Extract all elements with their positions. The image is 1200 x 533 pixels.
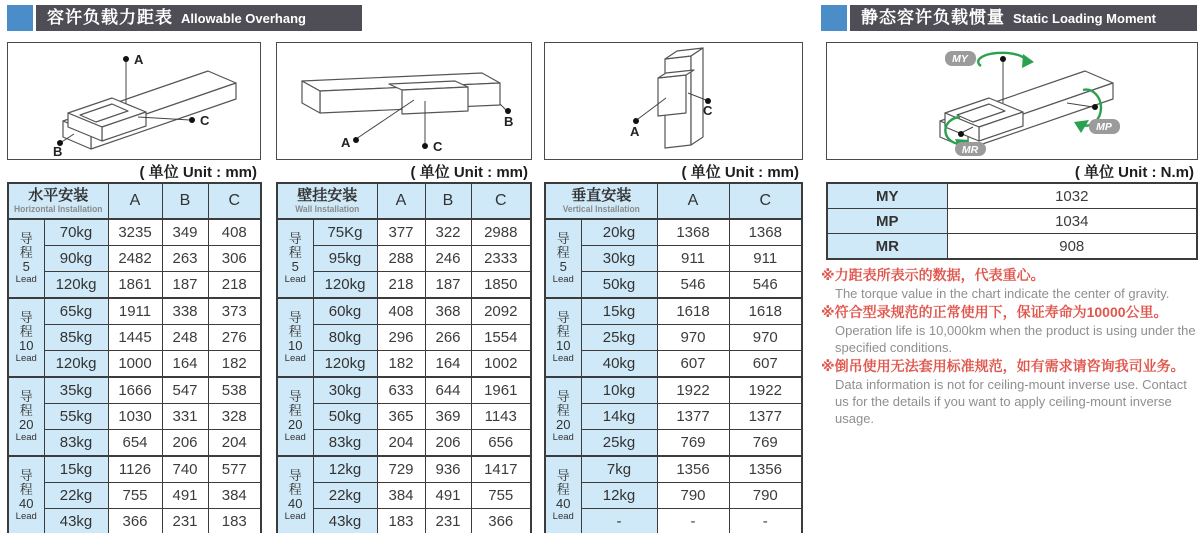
- overhang-value-cell: 656: [471, 430, 531, 457]
- overhang-value-cell: 248: [162, 325, 208, 351]
- horizontal-installation-table: [7, 182, 262, 533]
- point-label-c: C: [200, 113, 210, 128]
- lead-number: 40: [288, 496, 303, 511]
- overhang-value-cell: 1417: [471, 456, 531, 483]
- lead-group-cell: [545, 377, 581, 456]
- load-weight-cell: 55kg: [44, 404, 108, 430]
- load-weight-cell: 80kg: [313, 325, 377, 351]
- lead-label-zh: 导程: [288, 310, 302, 339]
- lead-group-cell: [277, 377, 313, 456]
- overhang-value-cell: 1126: [108, 456, 162, 483]
- overhang-value-cell: 377: [377, 219, 425, 246]
- overhang-value-cell: 1618: [657, 298, 729, 325]
- overhang-value-cell: 644: [425, 377, 471, 404]
- table-row: [545, 456, 802, 483]
- table-row: [8, 325, 261, 351]
- load-weight-cell: 12kg: [581, 483, 657, 509]
- overhang-value-cell: 204: [208, 430, 261, 457]
- horizontal-rail-drawing: [8, 43, 258, 157]
- load-weight-cell: 30kg: [581, 246, 657, 272]
- load-weight-cell: 15kg: [44, 456, 108, 483]
- lead-label-en: Lead: [15, 274, 37, 285]
- overhang-value-cell: 633: [377, 377, 425, 404]
- installation-title-zh: 壁挂安装: [297, 187, 358, 204]
- lead-number: 40: [19, 496, 34, 511]
- overhang-value-cell: 365: [377, 404, 425, 430]
- overhang-value-cell: 1377: [729, 404, 802, 430]
- lead-label-zh: 导程: [288, 389, 302, 418]
- overhang-value-cell: 164: [425, 351, 471, 378]
- moment-title-zh: 静态容许负载惯量: [861, 8, 1005, 27]
- diagram-static-moment: [826, 42, 1198, 160]
- load-weight-cell: 22kg: [44, 483, 108, 509]
- lead-number: 20: [556, 417, 571, 432]
- load-weight-cell: 120kg: [313, 351, 377, 378]
- moment-row: [827, 234, 1197, 260]
- moment-title-en: Static Loading Moment: [1013, 11, 1156, 26]
- lead-label-zh: 导程: [556, 468, 570, 497]
- point-label-a: A: [134, 52, 144, 67]
- lead-group-cell: [545, 298, 581, 377]
- moment-axis-label: MR: [827, 234, 947, 260]
- overhang-value-cell: 328: [208, 404, 261, 430]
- wall-rail-drawing: [277, 43, 529, 157]
- overhang-value-cell: 384: [208, 483, 261, 509]
- lead-label-zh: 导程: [556, 389, 570, 418]
- footnote-en: Operation life is 10,000km when the product is using under the specified conditions.: [835, 323, 1196, 355]
- table-row: [277, 351, 531, 378]
- overhang-value-cell: 1922: [729, 377, 802, 404]
- overhang-value-cell: 288: [377, 246, 425, 272]
- overhang-value-cell: 246: [425, 246, 471, 272]
- overhang-value-cell: 1356: [657, 456, 729, 483]
- wall-installation-table: [276, 182, 532, 533]
- load-weight-cell: 50kg: [581, 272, 657, 299]
- table-row: [545, 351, 802, 378]
- overhang-value-cell: 2092: [471, 298, 531, 325]
- load-weight-cell: 43kg: [44, 509, 108, 533]
- footnote-zh: ※倒吊使用无法套用标准规范，如有需求请咨询我司业务。: [821, 358, 1185, 374]
- overhang-value-cell: 769: [657, 430, 729, 457]
- lead-label-zh: 导程: [556, 310, 570, 339]
- overhang-value-cell: 1618: [729, 298, 802, 325]
- installation-title-zh: 水平安装: [28, 187, 89, 204]
- moment-axis-label: MP: [827, 209, 947, 234]
- overhang-value-cell: 206: [162, 430, 208, 457]
- installation-title-en: Wall Installation: [295, 204, 360, 214]
- overhang-value-cell: 183: [208, 509, 261, 533]
- overhang-value-cell: 206: [425, 430, 471, 457]
- overhang-value-cell: 1850: [471, 272, 531, 299]
- table-row: [8, 456, 261, 483]
- lead-group-cell: [545, 219, 581, 298]
- overhang-value-cell: 911: [657, 246, 729, 272]
- table-row: [277, 219, 531, 246]
- installation-header: [277, 183, 377, 219]
- lead-group-cell: [8, 298, 44, 377]
- overhang-value-cell: 1368: [729, 219, 802, 246]
- overhang-value-cell: 607: [657, 351, 729, 378]
- table-row: [545, 298, 802, 325]
- overhang-value-cell: 182: [377, 351, 425, 378]
- mr-badge-label: MR: [961, 144, 979, 156]
- point-label-b: B: [53, 144, 63, 157]
- overhang-value-cell: 164: [162, 351, 208, 378]
- table-row: [277, 456, 531, 483]
- load-weight-cell: 120kg: [44, 351, 108, 378]
- overhang-value-cell: 384: [377, 483, 425, 509]
- overhang-value-cell: 306: [208, 246, 261, 272]
- load-weight-cell: 12kg: [313, 456, 377, 483]
- table-row: [8, 351, 261, 378]
- table-row: [8, 483, 261, 509]
- overhang-value-cell: 1666: [108, 377, 162, 404]
- overhang-value-cell: 2482: [108, 246, 162, 272]
- table-row: [277, 325, 531, 351]
- overhang-value-cell: 729: [377, 456, 425, 483]
- overhang-value-cell: 1961: [471, 377, 531, 404]
- load-weight-cell: 120kg: [313, 272, 377, 299]
- lead-number: 20: [288, 417, 303, 432]
- lead-label-en: Lead: [552, 353, 574, 364]
- table-row: [277, 509, 531, 533]
- column-header: B: [162, 183, 208, 219]
- overhang-value-cell: 790: [657, 483, 729, 509]
- point-label-a: A: [341, 135, 351, 150]
- overhang-value-cell: 187: [162, 272, 208, 299]
- load-weight-cell: 85kg: [44, 325, 108, 351]
- overhang-value-cell: 1002: [471, 351, 531, 378]
- load-weight-cell: 60kg: [313, 298, 377, 325]
- table-row: [277, 430, 531, 457]
- overhang-value-cell: 491: [162, 483, 208, 509]
- load-weight-cell: 10kg: [581, 377, 657, 404]
- lead-label-en: Lead: [552, 274, 574, 285]
- moment-rail-drawing: [827, 43, 1195, 157]
- overhang-value-cell: 546: [657, 272, 729, 299]
- overhang-title-bar: [36, 5, 362, 31]
- footnote-en: The torque value in the chart indicate the center of gravity.: [835, 286, 1170, 301]
- moment-value: 1032: [947, 183, 1197, 209]
- overhang-value-cell: 218: [208, 272, 261, 299]
- table-row: [8, 404, 261, 430]
- load-weight-cell: 7kg: [581, 456, 657, 483]
- table-row: [8, 219, 261, 246]
- overhang-value-cell: 654: [108, 430, 162, 457]
- overhang-value-cell: 1368: [657, 219, 729, 246]
- diagram-wall-installation: [276, 42, 532, 160]
- load-weight-cell: 40kg: [581, 351, 657, 378]
- overhang-value-cell: -: [729, 509, 802, 533]
- overhang-value-cell: 755: [108, 483, 162, 509]
- point-label-c: C: [433, 139, 443, 154]
- load-weight-cell: 22kg: [313, 483, 377, 509]
- my-badge-label: MY: [952, 53, 968, 65]
- load-weight-cell: 25kg: [581, 430, 657, 457]
- moment-axis-label: MY: [827, 183, 947, 209]
- table-row: [545, 483, 802, 509]
- table-row: [545, 430, 802, 457]
- load-weight-cell: 50kg: [313, 404, 377, 430]
- overhang-value-cell: 1861: [108, 272, 162, 299]
- overhang-value-cell: 373: [208, 298, 261, 325]
- lead-label-zh: 导程: [556, 231, 570, 260]
- lead-label-en: Lead: [15, 353, 37, 364]
- blue-square-icon: [7, 5, 33, 31]
- lead-label-zh: 导程: [19, 231, 33, 260]
- load-weight-cell: 120kg: [44, 272, 108, 299]
- overhang-value-cell: 218: [377, 272, 425, 299]
- overhang-value-cell: 970: [729, 325, 802, 351]
- table-row: [8, 377, 261, 404]
- point-label-b: B: [504, 114, 514, 129]
- diagram-horizontal-installation: [7, 42, 261, 160]
- overhang-title-en: Allowable Overhang: [181, 11, 306, 26]
- table-row: [545, 246, 802, 272]
- lead-group-cell: [8, 219, 44, 298]
- overhang-value-cell: 366: [108, 509, 162, 533]
- overhang-value-cell: 183: [377, 509, 425, 533]
- overhang-value-cell: 769: [729, 430, 802, 457]
- overhang-value-cell: 1377: [657, 404, 729, 430]
- overhang-value-cell: 755: [471, 483, 531, 509]
- overhang-value-cell: 1911: [108, 298, 162, 325]
- unit-caption-nm: ( 单位 Unit : N.m): [1074, 164, 1194, 181]
- load-weight-cell: 70kg: [44, 219, 108, 246]
- lead-label-zh: 导程: [19, 389, 33, 418]
- unit-caption-mm: ( 单位 Unit : mm): [681, 164, 799, 181]
- load-weight-cell: 25kg: [581, 325, 657, 351]
- overhang-value-cell: 349: [162, 219, 208, 246]
- overhang-value-cell: 1445: [108, 325, 162, 351]
- overhang-value-cell: 1356: [729, 456, 802, 483]
- overhang-value-cell: 1000: [108, 351, 162, 378]
- overhang-value-cell: 366: [471, 509, 531, 533]
- overhang-value-cell: 231: [425, 509, 471, 533]
- load-weight-cell: 20kg: [581, 219, 657, 246]
- overhang-value-cell: 2988: [471, 219, 531, 246]
- lead-label-en: Lead: [552, 432, 574, 443]
- moment-section-title: [821, 4, 1197, 32]
- moment-row: [827, 209, 1197, 234]
- blue-square-icon: [821, 5, 847, 31]
- moment-row: [827, 183, 1197, 209]
- column-header: A: [657, 183, 729, 219]
- table-row: [277, 377, 531, 404]
- lead-label-en: Lead: [284, 432, 306, 443]
- load-weight-cell: 75Kg: [313, 219, 377, 246]
- overhang-value-cell: 3235: [108, 219, 162, 246]
- footnote-en: Data information is not for ceiling-mount inverse use. Contact us for the details if you want to apply ceiling-mount inverse usage.: [835, 377, 1187, 426]
- table-row: [8, 298, 261, 325]
- installation-header: [8, 183, 108, 219]
- overhang-value-cell: 1922: [657, 377, 729, 404]
- table-row: [545, 325, 802, 351]
- column-header: A: [377, 183, 425, 219]
- load-weight-cell: 83kg: [313, 430, 377, 457]
- moment-value: 908: [947, 234, 1197, 260]
- column-header: A: [108, 183, 162, 219]
- table-row: [8, 509, 261, 533]
- unit-caption-mm: ( 单位 Unit : mm): [410, 164, 528, 181]
- moment-title-bar: [850, 5, 1197, 31]
- lead-group-cell: [8, 456, 44, 533]
- footnote-zh: ※力距表所表示的数据，代表重心。: [821, 267, 1045, 283]
- lead-group-cell: [277, 456, 313, 533]
- table-row: [545, 509, 802, 533]
- footnote: [821, 303, 1200, 356]
- installation-title-zh: 垂直安装: [571, 187, 632, 204]
- overhang-title-zh: 容许负载力距表: [47, 8, 173, 27]
- lead-number: 20: [19, 417, 34, 432]
- overhang-value-cell: 491: [425, 483, 471, 509]
- table-row: [8, 246, 261, 272]
- lead-number: 5: [291, 259, 299, 274]
- overhang-value-cell: 331: [162, 404, 208, 430]
- overhang-value-cell: 546: [729, 272, 802, 299]
- table-row: [8, 272, 261, 299]
- mp-badge-label: MP: [1096, 121, 1112, 133]
- overhang-value-cell: 970: [657, 325, 729, 351]
- overhang-value-cell: 1030: [108, 404, 162, 430]
- overhang-value-cell: 911: [729, 246, 802, 272]
- overhang-value-cell: 408: [208, 219, 261, 246]
- footnote: [821, 357, 1200, 427]
- table-row: [277, 246, 531, 272]
- overhang-value-cell: 1143: [471, 404, 531, 430]
- overhang-value-cell: 204: [377, 430, 425, 457]
- footnote: [821, 266, 1200, 302]
- overhang-value-cell: 369: [425, 404, 471, 430]
- lead-number: 10: [288, 338, 303, 353]
- overhang-value-cell: 322: [425, 219, 471, 246]
- table-row: [545, 272, 802, 299]
- overhang-value-cell: 296: [377, 325, 425, 351]
- column-header: C: [729, 183, 802, 219]
- vertical-installation-table: [544, 182, 803, 533]
- overhang-value-cell: 231: [162, 509, 208, 533]
- overhang-value-cell: 266: [425, 325, 471, 351]
- overhang-value-cell: 547: [162, 377, 208, 404]
- overhang-value-cell: 276: [208, 325, 261, 351]
- overhang-value-cell: -: [657, 509, 729, 533]
- static-moment-table: [826, 182, 1198, 260]
- table-row: [545, 219, 802, 246]
- overhang-value-cell: 790: [729, 483, 802, 509]
- overhang-value-cell: 187: [425, 272, 471, 299]
- overhang-value-cell: 408: [377, 298, 425, 325]
- lead-label-zh: 导程: [288, 231, 302, 260]
- table-row: [277, 272, 531, 299]
- load-weight-cell: 30kg: [313, 377, 377, 404]
- overhang-value-cell: 182: [208, 351, 261, 378]
- table-row: [277, 404, 531, 430]
- lead-group-cell: [545, 456, 581, 533]
- lead-label-en: Lead: [284, 353, 306, 364]
- load-weight-cell: 35kg: [44, 377, 108, 404]
- footnote-zh: ※符合型录规范的正常使用下，保证寿命为10000公里。: [821, 304, 1168, 320]
- lead-label-zh: 导程: [19, 310, 33, 339]
- installation-title-en: Horizontal Installation: [14, 204, 103, 214]
- installation-title-en: Vertical Installation: [562, 204, 640, 214]
- lead-label-en: Lead: [284, 511, 306, 522]
- overhang-value-cell: 338: [162, 298, 208, 325]
- lead-label-en: Lead: [552, 511, 574, 522]
- vertical-rail-drawing: [545, 43, 800, 157]
- load-weight-cell: 15kg: [581, 298, 657, 325]
- column-header: C: [208, 183, 261, 219]
- overhang-section-title: [7, 4, 362, 32]
- table-row: [545, 404, 802, 430]
- lead-label-en: Lead: [15, 432, 37, 443]
- overhang-value-cell: 368: [425, 298, 471, 325]
- overhang-value-cell: 607: [729, 351, 802, 378]
- overhang-value-cell: 1554: [471, 325, 531, 351]
- diagram-vertical-installation: [544, 42, 803, 160]
- lead-label-zh: 导程: [288, 468, 302, 497]
- table-row: [277, 298, 531, 325]
- lead-group-cell: [277, 219, 313, 298]
- lead-number: 40: [556, 496, 571, 511]
- lead-label-en: Lead: [284, 274, 306, 285]
- load-weight-cell: 95kg: [313, 246, 377, 272]
- point-label-c: C: [703, 103, 713, 118]
- lead-group-cell: [277, 298, 313, 377]
- column-header: B: [425, 183, 471, 219]
- column-header: C: [471, 183, 531, 219]
- lead-number: 10: [19, 338, 34, 353]
- unit-caption-mm: ( 单位 Unit : mm): [139, 164, 257, 181]
- load-weight-cell: 14kg: [581, 404, 657, 430]
- load-weight-cell: 83kg: [44, 430, 108, 457]
- overhang-value-cell: 263: [162, 246, 208, 272]
- table-row: [8, 430, 261, 457]
- overhang-value-cell: 538: [208, 377, 261, 404]
- installation-header: [545, 183, 657, 219]
- lead-number: 5: [22, 259, 30, 274]
- point-label-a: A: [630, 124, 640, 139]
- table-row: [545, 377, 802, 404]
- lead-group-cell: [8, 377, 44, 456]
- lead-number: 10: [556, 338, 571, 353]
- footnotes: [821, 266, 1200, 428]
- overhang-value-cell: 2333: [471, 246, 531, 272]
- load-weight-cell: -: [581, 509, 657, 533]
- overhang-value-cell: 577: [208, 456, 261, 483]
- table-row: [277, 483, 531, 509]
- lead-label-zh: 导程: [19, 468, 33, 497]
- load-weight-cell: 65kg: [44, 298, 108, 325]
- overhang-value-cell: 740: [162, 456, 208, 483]
- lead-number: 5: [559, 259, 567, 274]
- load-weight-cell: 90kg: [44, 246, 108, 272]
- lead-label-en: Lead: [15, 511, 37, 522]
- load-weight-cell: 43kg: [313, 509, 377, 533]
- overhang-value-cell: 936: [425, 456, 471, 483]
- moment-value: 1034: [947, 209, 1197, 234]
